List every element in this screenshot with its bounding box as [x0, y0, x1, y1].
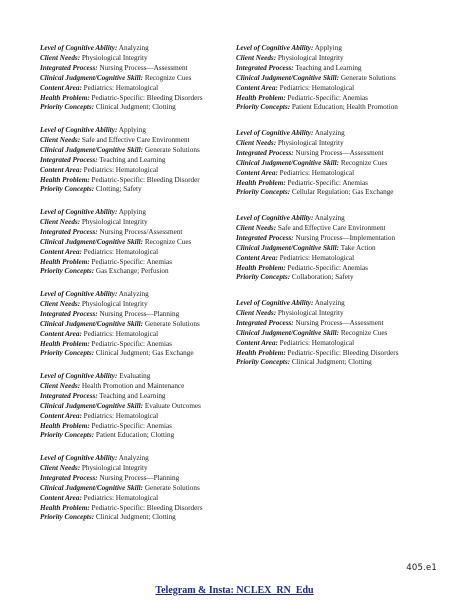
metadata-label: Priority Concepts:: [40, 349, 95, 358]
metadata-label: Content Area:: [236, 168, 278, 177]
rationale-metadata-block: [236, 44, 436, 129]
metadata-row-cognitive: [236, 44, 436, 54]
metadata-row-client: [40, 300, 240, 310]
metadata-value: Teaching and Learning: [99, 391, 166, 400]
metadata-label: Level of Cognitive Ability:: [40, 44, 118, 52]
rationale-metadata-block: [40, 454, 240, 536]
rationale-metadata-block: [40, 126, 240, 208]
metadata-label: Clinical Judgment/Cognitive Skill:: [236, 328, 340, 337]
metadata-value: Nursing Process—Implementation: [295, 233, 396, 242]
metadata-value: Recognize Cues: [144, 237, 192, 246]
metadata-value: Pediatric-Specific: Anemias: [287, 263, 368, 272]
metadata-value: Nursing Process—Planning: [99, 309, 180, 318]
metadata-value: Pediatric-Specific: Anemias: [287, 178, 368, 187]
metadata-label: Level of Cognitive Ability:: [40, 372, 118, 380]
metadata-label: Priority Concepts:: [40, 267, 95, 276]
metadata-value: Pediatric-Specific: Anemias: [91, 257, 172, 266]
metadata-row-clinical: [40, 146, 240, 156]
metadata-value: Generate Solutions: [340, 73, 396, 82]
metadata-value: Recognize Cues: [340, 158, 388, 167]
metadata-value: Analyzing: [314, 129, 345, 137]
metadata-value: Analyzing: [118, 290, 149, 298]
metadata-row-clinical: [236, 244, 436, 254]
metadata-label: Integrated Process:: [236, 318, 294, 327]
metadata-row-client: [40, 136, 240, 146]
metadata-label: Level of Cognitive Ability:: [236, 299, 314, 307]
metadata-row-clinical: [40, 74, 240, 84]
metadata-row-content: [236, 84, 436, 94]
metadata-row-process: [236, 149, 436, 159]
rationale-metadata-block: [40, 372, 240, 454]
metadata-label: Client Needs:: [40, 463, 81, 472]
metadata-row-health: [40, 504, 240, 514]
metadata-label: Health Problem:: [236, 348, 286, 357]
metadata-label: Client Needs:: [236, 308, 277, 317]
rationale-metadata-block: [236, 299, 436, 384]
metadata-row-health: [236, 349, 436, 359]
metadata-value: Analyzing: [118, 454, 149, 462]
metadata-value: Cellular Regulation; Gas Exchange: [291, 188, 394, 197]
metadata-value: Take Action: [340, 243, 376, 252]
metadata-label: Integrated Process:: [40, 391, 98, 400]
metadata-label: Health Problem:: [40, 257, 90, 266]
metadata-row-priority: [40, 267, 240, 277]
metadata-label: Health Problem:: [236, 263, 286, 272]
metadata-row-content: [236, 254, 436, 264]
metadata-label: Priority Concepts:: [40, 103, 95, 112]
metadata-row-priority: [40, 513, 240, 523]
metadata-label: Health Problem:: [40, 175, 90, 184]
metadata-row-health: [40, 258, 240, 268]
metadata-value: Evaluating: [119, 372, 151, 380]
metadata-label: Priority Concepts:: [40, 431, 95, 440]
metadata-row-priority: [40, 185, 240, 195]
metadata-value: Physiological Integrity: [81, 53, 148, 62]
metadata-row-client: [40, 464, 240, 474]
metadata-row-content: [236, 339, 436, 349]
metadata-label: Level of Cognitive Ability:: [236, 129, 314, 137]
metadata-value: Analyzing: [314, 214, 345, 222]
rationale-metadata-block: [40, 44, 240, 126]
metadata-label: Content Area:: [236, 253, 278, 262]
metadata-row-health: [40, 176, 240, 186]
metadata-value: Safe and Effective Care Environment: [277, 223, 386, 232]
metadata-row-health: [236, 264, 436, 274]
metadata-label: Clinical Judgment/Cognitive Skill:: [40, 237, 144, 246]
metadata-value: Nursing Process—Planning: [99, 473, 180, 482]
metadata-value: Pediatric-Specific: Bleeding Disorders: [91, 503, 203, 512]
metadata-row-health: [236, 179, 436, 189]
metadata-label: Clinical Judgment/Cognitive Skill:: [40, 319, 144, 328]
page-number: 405.e1: [406, 563, 437, 573]
metadata-value: Generate Solutions: [144, 483, 200, 492]
metadata-value: Pediatrics: Hematological: [83, 247, 159, 256]
metadata-label: Content Area:: [40, 83, 82, 92]
metadata-row-cognitive: [40, 454, 240, 464]
metadata-row-process: [236, 319, 436, 329]
metadata-label: Integrated Process:: [40, 227, 98, 236]
metadata-value: Clinical Judgment; Clotting: [95, 103, 176, 112]
metadata-label: Integrated Process:: [236, 233, 294, 242]
metadata-value: Nursing Process/Assessment: [99, 227, 183, 236]
metadata-value: Physiological Integrity: [277, 138, 344, 147]
metadata-row-clinical: [236, 159, 436, 169]
metadata-value: Physiological Integrity: [277, 53, 344, 62]
metadata-label: Health Problem:: [40, 339, 90, 348]
metadata-value: Pediatrics: Hematological: [83, 493, 159, 502]
metadata-label: Clinical Judgment/Cognitive Skill:: [236, 158, 340, 167]
metadata-row-clinical: [40, 402, 240, 412]
metadata-row-clinical: [236, 329, 436, 339]
metadata-value: Pediatrics: Hematological: [279, 338, 355, 347]
metadata-row-health: [40, 94, 240, 104]
metadata-row-priority: [236, 103, 436, 113]
metadata-label: Health Problem:: [40, 421, 90, 430]
rationale-metadata-block: [40, 208, 240, 290]
metadata-row-priority: [236, 273, 436, 283]
metadata-row-clinical: [40, 238, 240, 248]
metadata-row-cognitive: [236, 299, 436, 309]
metadata-value: Pediatrics: Hematological: [83, 165, 159, 174]
metadata-row-cognitive: [40, 44, 240, 54]
metadata-label: Client Needs:: [40, 381, 81, 390]
metadata-row-health: [40, 340, 240, 350]
metadata-row-process: [40, 310, 240, 320]
metadata-value: Pediatric-Specific: Bleeding Disorders: [287, 348, 399, 357]
metadata-label: Health Problem:: [236, 93, 286, 102]
metadata-row-process: [40, 474, 240, 484]
metadata-row-priority: [40, 349, 240, 359]
metadata-value: Clinical Judgment; Clotting: [95, 513, 176, 522]
metadata-value: Physiological Integrity: [81, 299, 148, 308]
metadata-label: Clinical Judgment/Cognitive Skill:: [40, 73, 144, 82]
metadata-label: Content Area:: [236, 338, 278, 347]
metadata-label: Priority Concepts:: [40, 185, 95, 194]
metadata-value: Teaching and Learning: [295, 63, 362, 72]
metadata-row-content: [40, 166, 240, 176]
metadata-row-process: [236, 234, 436, 244]
metadata-label: Content Area:: [40, 247, 82, 256]
metadata-label: Level of Cognitive Ability:: [236, 214, 314, 222]
metadata-value: Applying: [118, 126, 146, 134]
metadata-label: Integrated Process:: [236, 63, 294, 72]
metadata-row-process: [40, 392, 240, 402]
metadata-label: Level of Cognitive Ability:: [40, 454, 118, 462]
metadata-label: Client Needs:: [40, 217, 81, 226]
metadata-row-process: [40, 156, 240, 166]
metadata-row-client: [40, 218, 240, 228]
metadata-value: Teaching and Learning: [99, 155, 166, 164]
metadata-row-content: [40, 412, 240, 422]
metadata-row-priority: [236, 188, 436, 198]
metadata-row-content: [236, 169, 436, 179]
metadata-row-priority: [40, 103, 240, 113]
metadata-row-content: [40, 248, 240, 258]
metadata-row-cognitive: [236, 129, 436, 139]
metadata-value: Nursing Process—Assessment: [295, 148, 384, 157]
metadata-value: Recognize Cues: [144, 73, 192, 82]
footer-link[interactable]: Telegram & Insta: NCLEX_RN_Edu: [155, 585, 314, 596]
metadata-value: Pediatrics: Hematological: [279, 168, 355, 177]
metadata-row-cognitive: [40, 126, 240, 136]
metadata-value: Clotting; Safety: [95, 185, 142, 194]
metadata-row-process: [40, 228, 240, 238]
metadata-label: Clinical Judgment/Cognitive Skill:: [40, 145, 144, 154]
metadata-value: Recognize Cues: [340, 328, 388, 337]
metadata-value: Clinical Judgment; Clotting: [291, 358, 372, 367]
metadata-label: Client Needs:: [236, 53, 277, 62]
metadata-label: Level of Cognitive Ability:: [40, 208, 118, 216]
metadata-value: Pediatric-Specific: Anemias: [91, 421, 172, 430]
metadata-row-content: [40, 330, 240, 340]
metadata-label: Integrated Process:: [40, 473, 98, 482]
metadata-row-clinical: [236, 74, 436, 84]
metadata-row-client: [40, 382, 240, 392]
metadata-label: Client Needs:: [40, 53, 81, 62]
metadata-label: Health Problem:: [236, 178, 286, 187]
metadata-value: Physiological Integrity: [81, 463, 148, 472]
rationale-metadata-block: [40, 290, 240, 372]
metadata-row-client: [236, 309, 436, 319]
metadata-row-client: [236, 54, 436, 64]
metadata-label: Priority Concepts:: [236, 103, 291, 112]
metadata-label: Client Needs:: [236, 138, 277, 147]
metadata-value: Pediatrics: Hematological: [279, 253, 355, 262]
metadata-label: Content Area:: [40, 493, 82, 502]
metadata-row-clinical: [40, 320, 240, 330]
metadata-value: Patient Education; Health Promotion: [291, 103, 398, 112]
metadata-label: Health Problem:: [40, 503, 90, 512]
metadata-row-priority: [236, 358, 436, 368]
metadata-value: Clinical Judgment; Gas Exchange: [95, 349, 194, 358]
metadata-label: Clinical Judgment/Cognitive Skill:: [236, 73, 340, 82]
metadata-value: Pediatrics: Hematological: [83, 329, 159, 338]
metadata-label: Clinical Judgment/Cognitive Skill:: [40, 401, 144, 410]
metadata-value: Pediatric-Specific: Bleeding Disorders: [91, 93, 203, 102]
metadata-label: Content Area:: [40, 165, 82, 174]
metadata-row-cognitive: [40, 290, 240, 300]
metadata-label: Content Area:: [236, 83, 278, 92]
metadata-value: Physiological Integrity: [81, 217, 148, 226]
metadata-row-clinical: [40, 484, 240, 494]
metadata-value: Pediatric-Specific: Bleeding Disorder: [91, 175, 200, 184]
metadata-value: Pediatrics: Hematological: [279, 83, 355, 92]
metadata-label: Client Needs:: [236, 223, 277, 232]
metadata-row-client: [236, 224, 436, 234]
metadata-label: Health Problem:: [40, 93, 90, 102]
metadata-row-health: [236, 94, 436, 104]
metadata-label: Content Area:: [40, 329, 82, 338]
metadata-row-client: [40, 54, 240, 64]
metadata-value: Collaboration; Safety: [291, 273, 354, 282]
metadata-label: Priority Concepts:: [236, 273, 291, 282]
metadata-value: Pediatrics: Hematological: [83, 411, 159, 420]
metadata-row-priority: [40, 431, 240, 441]
rationale-metadata-block: [236, 214, 436, 299]
metadata-row-cognitive: [236, 214, 436, 224]
left-column: [40, 44, 240, 536]
metadata-label: Clinical Judgment/Cognitive Skill:: [40, 483, 144, 492]
metadata-value: Analyzing: [314, 299, 345, 307]
metadata-label: Integrated Process:: [40, 63, 98, 72]
metadata-label: Level of Cognitive Ability:: [236, 44, 314, 52]
metadata-row-process: [236, 64, 436, 74]
metadata-value: Pediatric-Specific: Anemias: [287, 93, 368, 102]
metadata-label: Priority Concepts:: [40, 513, 95, 522]
metadata-value: Gas Exchange; Perfusion: [95, 267, 169, 276]
metadata-row-client: [236, 139, 436, 149]
metadata-row-cognitive: [40, 372, 240, 382]
metadata-value: Patient Education; Clotting: [95, 431, 175, 440]
metadata-row-cognitive: [40, 208, 240, 218]
metadata-label: Client Needs:: [40, 299, 81, 308]
metadata-row-process: [40, 64, 240, 74]
metadata-label: Clinical Judgment/Cognitive Skill:: [236, 243, 340, 252]
metadata-value: Nursing Process—Assessment: [99, 63, 188, 72]
metadata-value: Generate Solutions: [144, 145, 200, 154]
metadata-value: Safe and Effective Care Environment: [81, 135, 190, 144]
metadata-label: Level of Cognitive Ability:: [40, 126, 118, 134]
metadata-value: Analyzing: [118, 44, 149, 52]
metadata-label: Integrated Process:: [236, 148, 294, 157]
metadata-value: Nursing Process—Assessment: [295, 318, 384, 327]
metadata-value: Physiological Integrity: [277, 308, 344, 317]
metadata-label: Priority Concepts:: [236, 358, 291, 367]
metadata-value: Pediatrics: Hematological: [83, 83, 159, 92]
metadata-row-health: [40, 422, 240, 432]
metadata-value: Evaluate Outcomes: [144, 401, 201, 410]
metadata-value: Pediatric-Specific: Anemias: [91, 339, 172, 348]
metadata-label: Client Needs:: [40, 135, 81, 144]
metadata-label: Integrated Process:: [40, 155, 98, 164]
metadata-row-content: [40, 494, 240, 504]
metadata-label: Level of Cognitive Ability:: [40, 290, 118, 298]
metadata-value: Applying: [118, 208, 146, 216]
metadata-row-content: [40, 84, 240, 94]
metadata-label: Content Area:: [40, 411, 82, 420]
metadata-value: Health Promotion and Maintenance: [81, 381, 185, 390]
rationale-metadata-block: [236, 129, 436, 214]
right-column: [236, 44, 436, 384]
metadata-label: Priority Concepts:: [236, 188, 291, 197]
metadata-value: Applying: [314, 44, 342, 52]
metadata-label: Integrated Process:: [40, 309, 98, 318]
metadata-value: Generate Solutions: [144, 319, 200, 328]
